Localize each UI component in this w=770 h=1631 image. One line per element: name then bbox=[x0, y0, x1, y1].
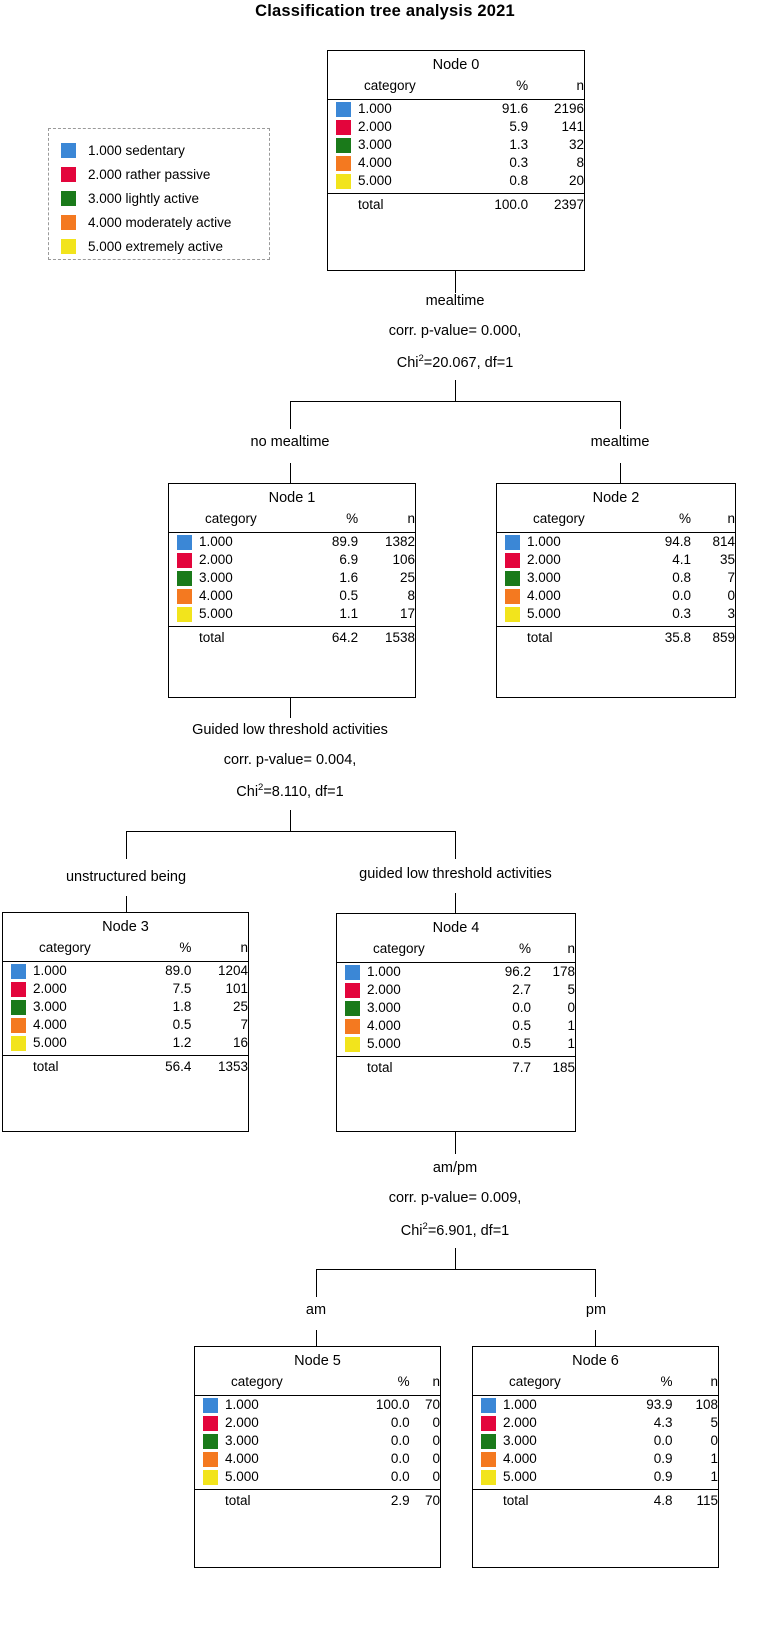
category-color-swatch bbox=[481, 1434, 496, 1449]
node-6-title: Node 6 bbox=[572, 1353, 619, 1369]
split-1-pvalue: corr. p-value= 0.004, bbox=[223, 752, 357, 768]
edge-node1-down bbox=[290, 698, 291, 718]
edge-to-node2 bbox=[620, 401, 621, 429]
edge-to-node5 bbox=[316, 1269, 317, 1297]
edge-node1-top bbox=[290, 463, 291, 483]
legend-item bbox=[61, 186, 259, 210]
table-row: 2.000 5.9 141 bbox=[328, 118, 584, 136]
category-color-swatch bbox=[203, 1470, 218, 1485]
category-color-swatch bbox=[345, 1001, 360, 1016]
table-row: 4.000 0.5 8 bbox=[169, 587, 415, 605]
node-2[interactable] bbox=[496, 483, 736, 698]
node-5-title: Node 5 bbox=[294, 1353, 341, 1369]
legend-color-swatch bbox=[61, 215, 76, 230]
table-total-row: total 100.0 2397 bbox=[358, 196, 584, 212]
category-color-swatch bbox=[177, 535, 192, 550]
legend-color-swatch bbox=[61, 167, 76, 182]
table-row: 2.000 2.7 5 bbox=[337, 981, 575, 999]
category-color-swatch bbox=[336, 102, 351, 117]
edge-to-node6 bbox=[595, 1269, 596, 1297]
category-color-swatch bbox=[336, 174, 351, 189]
category-color-swatch bbox=[505, 571, 520, 586]
table-row: 5.000 0.8 20 bbox=[328, 172, 584, 190]
table-header-row: category % n bbox=[373, 941, 575, 956]
legend-item-label: 3.000 lightly active bbox=[88, 190, 200, 206]
node-2-table bbox=[497, 510, 735, 650]
split-0-chisq: Chi$^2$=20.067, df=1 bbox=[396, 353, 514, 371]
table-header-row: category % n bbox=[205, 511, 415, 526]
table-header-row: category % n bbox=[533, 511, 735, 526]
node-5[interactable] bbox=[194, 1346, 441, 1568]
col-category: category bbox=[364, 78, 416, 93]
category-color-swatch bbox=[345, 965, 360, 980]
table-row: 3.000 0.0 0 bbox=[195, 1432, 440, 1450]
category-color-swatch bbox=[203, 1452, 218, 1467]
table-row: 5.000 1.2 16 bbox=[3, 1034, 248, 1052]
table-row: 3.000 1.6 25 bbox=[169, 569, 415, 587]
category-color-swatch bbox=[11, 964, 26, 979]
edge-node2-top bbox=[620, 463, 621, 483]
category-color-swatch bbox=[177, 607, 192, 622]
table-total-row: total 2.9 70 bbox=[225, 1492, 440, 1508]
category-color-swatch bbox=[345, 983, 360, 998]
node-4[interactable] bbox=[336, 913, 576, 1132]
table-row: 5.000 0.9 1 bbox=[473, 1468, 718, 1486]
category-color-swatch bbox=[505, 535, 520, 550]
table-row: 3.000 0.0 0 bbox=[473, 1432, 718, 1450]
col-pct: % bbox=[516, 78, 529, 93]
legend-color-swatch bbox=[61, 143, 76, 158]
category-color-swatch bbox=[177, 553, 192, 568]
edge-split2-bar bbox=[316, 1269, 596, 1270]
edge-node4-down bbox=[455, 1132, 456, 1154]
legend-item bbox=[61, 234, 259, 258]
table-row: 5.000 0.3 3 bbox=[497, 605, 735, 623]
table-row: 4.000 0.3 8 bbox=[328, 154, 584, 172]
split-2-pvalue: corr. p-value= 0.009, bbox=[388, 1190, 522, 1206]
table-total-row: total 64.2 1538 bbox=[199, 629, 415, 645]
table-total-row: total 56.4 1353 bbox=[33, 1058, 248, 1074]
branch-label-pm: pm bbox=[585, 1302, 607, 1318]
legend-item bbox=[61, 210, 259, 234]
category-color-swatch bbox=[203, 1416, 218, 1431]
table-header-row: category % n bbox=[39, 940, 248, 955]
category-color-swatch bbox=[11, 1000, 26, 1015]
table-row: 1.000 94.8 814 bbox=[497, 533, 735, 551]
edge-node0-down bbox=[455, 271, 456, 293]
table-row: 4.000 0.5 7 bbox=[3, 1016, 248, 1034]
edge-node3-top bbox=[126, 896, 127, 912]
node-3-title: Node 3 bbox=[102, 919, 149, 935]
category-color-swatch bbox=[177, 571, 192, 586]
node-1[interactable] bbox=[168, 483, 416, 698]
split-2-chisq: Chi$^2$=6.901, df=1 bbox=[400, 1221, 510, 1239]
table-row: 1.000 89.0 1204 bbox=[3, 962, 248, 980]
node-3[interactable] bbox=[2, 912, 249, 1132]
node-1-title: Node 1 bbox=[268, 490, 316, 506]
table-row: 3.000 1.3 32 bbox=[328, 136, 584, 154]
category-color-swatch bbox=[481, 1470, 496, 1485]
table-row: 2.000 7.5 101 bbox=[3, 980, 248, 998]
node-5-table bbox=[195, 1373, 440, 1513]
table-row: 4.000 0.0 0 bbox=[195, 1450, 440, 1468]
table-row: 4.000 0.9 1 bbox=[473, 1450, 718, 1468]
table-row: 1.000 89.9 1382 bbox=[169, 533, 415, 551]
category-color-swatch bbox=[336, 156, 351, 171]
table-row: 4.000 0.0 0 bbox=[497, 587, 735, 605]
edge-split2-stem bbox=[455, 1248, 456, 1270]
node-1-table bbox=[169, 510, 415, 650]
table-row: 1.000 93.9 108 bbox=[473, 1396, 718, 1414]
category-color-swatch bbox=[345, 1037, 360, 1052]
node-0[interactable] bbox=[327, 50, 585, 271]
category-color-swatch bbox=[345, 1019, 360, 1034]
table-row: 1.000 96.2 178 bbox=[337, 963, 575, 981]
edge-split1-stem bbox=[290, 810, 291, 832]
edge-node4-top bbox=[455, 893, 456, 913]
legend-color-swatch bbox=[61, 191, 76, 206]
table-row: 2.000 0.0 0 bbox=[195, 1414, 440, 1432]
table-total-row: total 35.8 859 bbox=[527, 629, 735, 645]
category-color-swatch bbox=[336, 138, 351, 153]
category-color-swatch bbox=[505, 553, 520, 568]
legend-item-label: 2.000 rather passive bbox=[88, 166, 211, 182]
edge-to-node4 bbox=[455, 831, 456, 859]
legend-color-swatch bbox=[61, 239, 76, 254]
edge-node5-top bbox=[316, 1330, 317, 1346]
page-title: Classification tree analysis 2021 bbox=[255, 2, 515, 20]
table-row: 2.000 6.9 106 bbox=[169, 551, 415, 569]
node-0-table bbox=[328, 77, 584, 217]
split-1-chisq: Chi$^2$=8.110, df=1 bbox=[236, 782, 344, 800]
edge-split1-bar bbox=[126, 831, 456, 832]
category-color-swatch bbox=[11, 1018, 26, 1033]
legend-item bbox=[61, 162, 259, 186]
table-row: 5.000 0.5 1 bbox=[337, 1035, 575, 1053]
node-6[interactable] bbox=[472, 1346, 719, 1568]
node-4-table bbox=[337, 940, 575, 1080]
category-color-swatch bbox=[481, 1452, 496, 1467]
category-color-swatch bbox=[336, 120, 351, 135]
category-color-swatch bbox=[481, 1398, 496, 1413]
branch-label-no-mealtime: no mealtime bbox=[250, 434, 330, 450]
edge-split0-bar bbox=[290, 401, 621, 402]
table-row: 5.000 0.0 0 bbox=[195, 1468, 440, 1486]
category-color-swatch bbox=[11, 1036, 26, 1051]
edge-to-node1 bbox=[290, 401, 291, 429]
category-color-swatch bbox=[203, 1398, 218, 1413]
legend-item-label: 4.000 moderately active bbox=[88, 214, 232, 230]
split-0-variable: mealtime bbox=[425, 293, 485, 309]
table-row: 2.000 4.1 35 bbox=[497, 551, 735, 569]
table-row: 4.000 0.5 1 bbox=[337, 1017, 575, 1035]
branch-label-unstructured-being: unstructured being bbox=[65, 869, 187, 885]
edge-node6-top bbox=[595, 1330, 596, 1346]
edge-to-node3 bbox=[126, 831, 127, 859]
split-2-variable: am/pm bbox=[432, 1160, 478, 1176]
split-1-variable: Guided low threshold activities bbox=[192, 722, 388, 738]
split-0-pvalue: corr. p-value= 0.000, bbox=[388, 323, 522, 339]
table-row: 3.000 0.8 7 bbox=[497, 569, 735, 587]
table-row: 1.000 100.0 70 bbox=[195, 1396, 440, 1414]
table-total-row: total 4.8 115 bbox=[503, 1492, 718, 1508]
category-color-swatch bbox=[203, 1434, 218, 1449]
table-header-row: category % n bbox=[509, 1374, 718, 1389]
table-row: 3.000 0.0 0 bbox=[337, 999, 575, 1017]
node-6-table bbox=[473, 1373, 718, 1513]
legend-item bbox=[61, 138, 259, 162]
node-0-title: Node 0 bbox=[432, 57, 480, 73]
category-color-swatch bbox=[11, 982, 26, 997]
branch-label-am: am bbox=[305, 1302, 327, 1318]
legend-item-label: 1.000 sedentary bbox=[88, 142, 185, 158]
table-row: 2.000 4.3 5 bbox=[473, 1414, 718, 1432]
table-row: 3.000 1.8 25 bbox=[3, 998, 248, 1016]
category-color-swatch bbox=[177, 589, 192, 604]
category-color-swatch bbox=[505, 589, 520, 604]
branch-label-guided-low-threshold: guided low threshold activities bbox=[359, 866, 552, 882]
legend bbox=[48, 128, 270, 260]
branch-label-mealtime: mealtime bbox=[590, 434, 650, 450]
edge-split0-stem bbox=[455, 380, 456, 402]
col-n: n bbox=[576, 78, 584, 93]
table-header-row: category % n bbox=[231, 1374, 440, 1389]
legend-item-label: 5.000 extremely active bbox=[88, 238, 224, 254]
category-color-swatch bbox=[481, 1416, 496, 1431]
table-row: 1.000 91.6 2196 bbox=[328, 100, 584, 118]
node-3-table bbox=[3, 939, 248, 1079]
node-2-title: Node 2 bbox=[592, 490, 640, 506]
node-4-title: Node 4 bbox=[432, 920, 480, 936]
category-color-swatch bbox=[505, 607, 520, 622]
table-row: 5.000 1.1 17 bbox=[169, 605, 415, 623]
table-total-row: total 7.7 185 bbox=[367, 1059, 575, 1075]
table-header-row bbox=[328, 77, 584, 96]
